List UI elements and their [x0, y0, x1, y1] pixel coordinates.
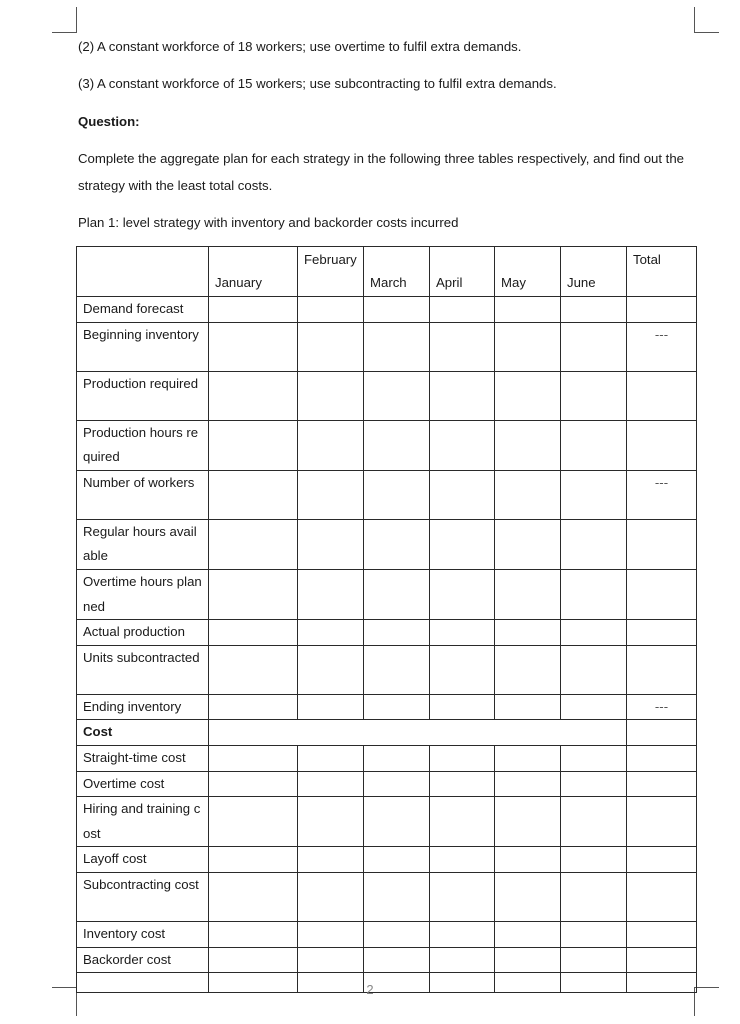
- table-cell: [627, 872, 697, 921]
- row-label: Ending inventory: [77, 694, 209, 720]
- table-cell: [364, 297, 430, 323]
- table-cell: [495, 797, 561, 847]
- table-cell: [561, 847, 627, 873]
- table-row: [77, 569, 697, 619]
- row-label: Demand forecast: [77, 297, 209, 323]
- table-cell: [495, 420, 561, 470]
- table-cell: [561, 371, 627, 420]
- table-cell: [430, 745, 495, 771]
- question-text: Complete the aggregate plan for each strategy in the following three tables respectively, and find out the strategy with the least total costs.: [78, 151, 685, 193]
- table-cell: [495, 645, 561, 694]
- table-cell: [209, 297, 298, 323]
- row-label: Production required: [77, 371, 209, 420]
- header-cell-may: May: [495, 247, 561, 297]
- table-cell: [561, 420, 627, 470]
- table-row: [77, 947, 697, 973]
- table-row: [77, 519, 697, 569]
- table-cell: [495, 947, 561, 973]
- header-cell-february: February: [298, 247, 364, 297]
- table-row: [77, 620, 697, 646]
- table-cell: [561, 872, 627, 921]
- table-cell: [561, 921, 627, 947]
- table-cell: [561, 569, 627, 619]
- table-cell: [627, 519, 697, 569]
- table-cell: [627, 620, 697, 646]
- table-cell: [298, 470, 364, 519]
- header-cell-june: June: [561, 247, 627, 297]
- table-cell: [627, 720, 697, 746]
- table-cell: [430, 620, 495, 646]
- table-cell: [364, 470, 430, 519]
- table-cell: [495, 297, 561, 323]
- table-cell: [430, 921, 495, 947]
- table-cell: [298, 872, 364, 921]
- row-label: Actual production: [77, 620, 209, 646]
- aggregate-plan-table: [76, 246, 697, 993]
- table-cell: [298, 297, 364, 323]
- table-cell: [627, 745, 697, 771]
- table-cell: [298, 847, 364, 873]
- table-cell: [209, 694, 298, 720]
- table-row: [77, 745, 697, 771]
- table-cell: [298, 569, 364, 619]
- table-cell: [364, 322, 430, 371]
- table-cell: [495, 470, 561, 519]
- row-label: Beginning inventory: [77, 322, 209, 371]
- table-cell: [298, 420, 364, 470]
- table-cell: [627, 947, 697, 973]
- table-cell: [298, 519, 364, 569]
- table-cell: [209, 745, 298, 771]
- table-cell: [364, 645, 430, 694]
- table-cell: [430, 297, 495, 323]
- table-cell: [627, 569, 697, 619]
- table-cell: [561, 519, 627, 569]
- table-cell: [364, 371, 430, 420]
- table-row: [77, 847, 697, 873]
- row-label: Number of workers: [77, 470, 209, 519]
- table-cell: [364, 947, 430, 973]
- table-cell: [430, 470, 495, 519]
- table-cell: [495, 371, 561, 420]
- row-label: Hiring and training cost: [77, 797, 209, 847]
- table-row: [77, 797, 697, 847]
- table-cell: [495, 322, 561, 371]
- table-cell: [430, 847, 495, 873]
- table-row: [77, 872, 697, 921]
- header-cell-march: March: [364, 247, 430, 297]
- row-label: Overtime cost: [77, 771, 209, 797]
- table-cell: [495, 921, 561, 947]
- header-cell-empty: [77, 247, 209, 297]
- header-cell-january: January: [209, 247, 298, 297]
- table-cell: [364, 420, 430, 470]
- header-cell-april: April: [430, 247, 495, 297]
- table-row-cost-section: [77, 720, 697, 746]
- row-label: Overtime hours planned: [77, 569, 209, 619]
- strategy-2-text: (2) A constant workforce of 18 workers; use overtime to fulfil extra demands.: [78, 39, 522, 54]
- table-cell: [430, 797, 495, 847]
- table-cell: [430, 420, 495, 470]
- header-cell-total: Total: [627, 247, 697, 297]
- table-cell: [298, 771, 364, 797]
- table-cell: [364, 872, 430, 921]
- strategy-3-text: (3) A constant workforce of 15 workers; use subcontracting to fulfil extra demands.: [78, 76, 557, 91]
- table-cell: [495, 694, 561, 720]
- row-label: Inventory cost: [77, 921, 209, 947]
- table-row: [77, 420, 697, 470]
- table-cell: [561, 470, 627, 519]
- table-cell: [430, 694, 495, 720]
- table-cell: [627, 645, 697, 694]
- table-cell: [209, 371, 298, 420]
- table-cell: [561, 645, 627, 694]
- table-cell: [561, 694, 627, 720]
- table-cell: [495, 620, 561, 646]
- table-cell: [209, 872, 298, 921]
- table-cell: [209, 947, 298, 973]
- table-cell: [495, 771, 561, 797]
- table-row: [77, 771, 697, 797]
- table-cell: [561, 322, 627, 371]
- table-cell: [495, 569, 561, 619]
- total-dash: ---: [627, 694, 697, 720]
- table-cell: [627, 847, 697, 873]
- table-cell: [298, 921, 364, 947]
- row-label: Units subcontracted: [77, 645, 209, 694]
- table-cell: [364, 797, 430, 847]
- table-row: [77, 470, 697, 519]
- table-cell: [298, 322, 364, 371]
- table-cell: [209, 322, 298, 371]
- table-cell: [298, 694, 364, 720]
- crop-mark-top-left: [52, 7, 77, 33]
- table-cell: [561, 771, 627, 797]
- table-cell: [430, 771, 495, 797]
- row-label: Regular hours available: [77, 519, 209, 569]
- table-cell: [209, 921, 298, 947]
- table-cell: [430, 645, 495, 694]
- table-cell: [209, 771, 298, 797]
- cost-section-label: Cost: [77, 720, 209, 746]
- table-cell: [298, 947, 364, 973]
- table-cell: [364, 771, 430, 797]
- table-cell: [561, 745, 627, 771]
- row-label: Production hours required: [77, 420, 209, 470]
- table-cell: [209, 797, 298, 847]
- table-row: [77, 694, 697, 720]
- table-cell: [298, 797, 364, 847]
- crop-mark-top-right: [694, 7, 719, 33]
- row-label: Layoff cost: [77, 847, 209, 873]
- table-cell: [561, 947, 627, 973]
- table-cell: [495, 745, 561, 771]
- table-cell: [298, 645, 364, 694]
- table-header-row: [77, 247, 697, 297]
- table-cell-merged: [209, 720, 627, 746]
- total-dash: ---: [627, 322, 697, 371]
- row-label: Subcontracting cost: [77, 872, 209, 921]
- table-cell: [627, 797, 697, 847]
- table-cell: [495, 519, 561, 569]
- table-cell: [430, 947, 495, 973]
- table-row: [77, 645, 697, 694]
- table-row: [77, 297, 697, 323]
- table-cell: [364, 745, 430, 771]
- table-cell: [364, 847, 430, 873]
- table-cell: [298, 745, 364, 771]
- plan-1-caption: Plan 1: level strategy with inventory and backorder costs incurred: [78, 215, 459, 230]
- total-dash: ---: [627, 470, 697, 519]
- table-cell: [364, 569, 430, 619]
- table-cell: [495, 847, 561, 873]
- table-cell: [561, 297, 627, 323]
- table-cell: [364, 921, 430, 947]
- table-cell: [430, 322, 495, 371]
- table-cell: [298, 620, 364, 646]
- table-cell: [209, 519, 298, 569]
- table-cell: [627, 371, 697, 420]
- table-cell: [495, 872, 561, 921]
- row-label: Backorder cost: [77, 947, 209, 973]
- table-cell: [430, 371, 495, 420]
- row-label: Straight-time cost: [77, 745, 209, 771]
- table-row: [77, 371, 697, 420]
- table-cell: [209, 620, 298, 646]
- table-cell: [627, 921, 697, 947]
- table-cell: [561, 620, 627, 646]
- table-cell: [430, 519, 495, 569]
- table-cell: [430, 569, 495, 619]
- table-row: [77, 322, 697, 371]
- table-cell: [627, 420, 697, 470]
- table-cell: [561, 797, 627, 847]
- table-cell: [430, 872, 495, 921]
- table-cell: [209, 569, 298, 619]
- table-cell: [209, 420, 298, 470]
- table-cell: [209, 645, 298, 694]
- table-cell: [364, 694, 430, 720]
- table-cell: [364, 519, 430, 569]
- question-heading: Question:: [78, 114, 140, 129]
- table-cell: [209, 847, 298, 873]
- page-number: 2: [366, 982, 374, 997]
- table-cell: [627, 297, 697, 323]
- table-cell: [364, 620, 430, 646]
- table-cell: [627, 771, 697, 797]
- table-cell: [298, 371, 364, 420]
- table-cell: [209, 470, 298, 519]
- table-row: [77, 921, 697, 947]
